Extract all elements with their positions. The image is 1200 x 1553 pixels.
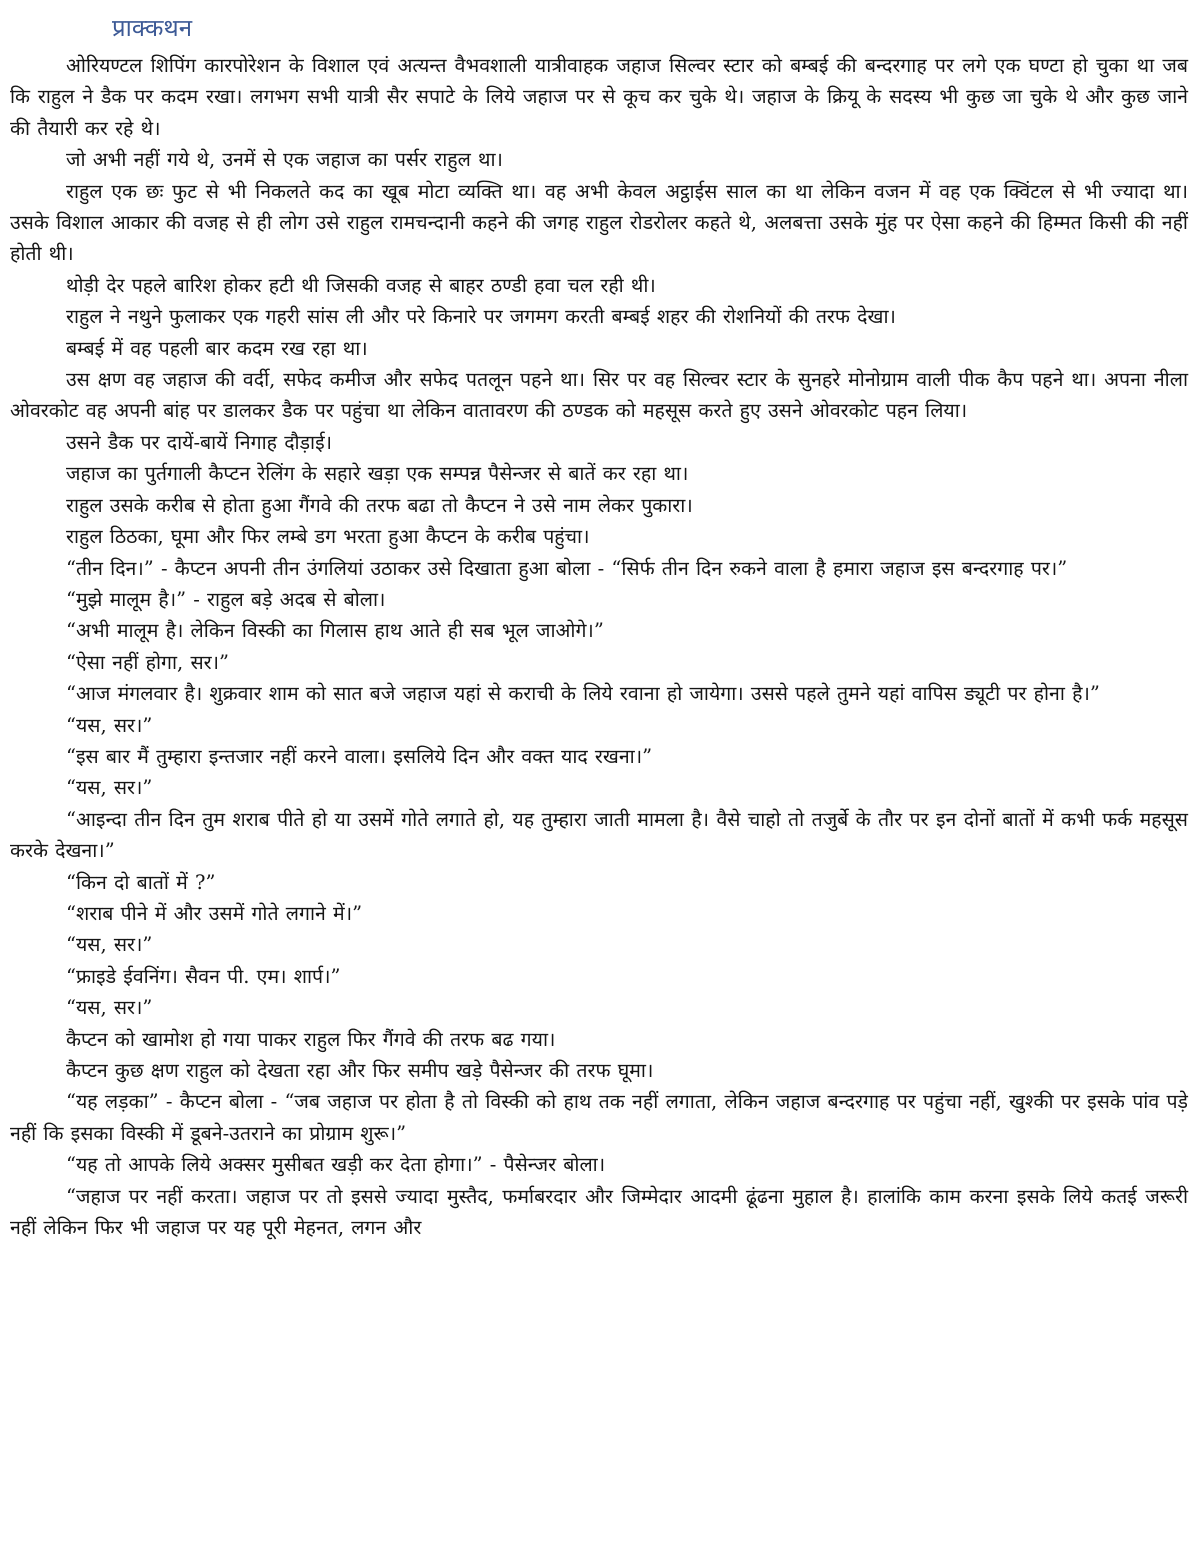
paragraph: “यस, सर।” <box>66 713 153 737</box>
document-body <box>10 50 1188 1243</box>
paragraph: “जहाज पर नहीं करता। जहाज पर तो इससे ज्यादा मुस्तैद, फर्माबरदार और जिम्मेदार आदमी ढूंढना मुहाल है। हालांकि काम करना इसके लिये कतई जरूरी नहीं लेकिन फिर भी जहाज पर यह पूरी मेहनत, लगन और <box>10 1184 1188 1240</box>
paragraph: “इस बार मैं तुम्हारा इन्तजार नहीं करने वाला। इसलिये दिन और वक्त याद रखना।” <box>66 744 653 768</box>
paragraph: “यस, सर।” <box>66 996 153 1020</box>
paragraph: “शराब पीने में और उसमें गोते लगाने में।” <box>66 901 363 925</box>
chapter-heading: प्राक्कथन <box>112 14 193 42</box>
paragraph: जो अभी नहीं गये थे, उनमें से एक जहाज का पर्सर राहुल था। <box>66 148 503 172</box>
paragraph: “आइन्दा तीन दिन तुम शराब पीते हो या उसमें गोते लगाते हो, यह तुम्हारा जाती मामला है। वैसे चाहो तो तजुर्बे के तौर पर इन दोनों बातों में कभी फर्क महसूस करके देखना।” <box>10 807 1188 863</box>
paragraph: राहुल ने नथुने फुलाकर एक गहरी सांस ली और परे किनारे पर जगमग करती बम्बई शहर की रोशनियों की तरफ देखा। <box>66 305 896 329</box>
paragraph: “यस, सर।” <box>66 776 153 800</box>
paragraph: थोड़ी देर पहले बारिश होकर हटी थी जिसकी वजह से बाहर ठण्डी हवा चल रही थी। <box>66 273 656 297</box>
paragraph: जहाज का पुर्तगाली कैप्टन रेलिंग के सहारे खड़ा एक सम्पन्न पैसेन्जर से बातें कर रहा था। <box>66 462 689 486</box>
paragraph: “आज मंगलवार है। शुक्रवार शाम को सात बजे जहाज यहां से कराची के लिये रवाना हो जायेगा। उससे पहले तुमने यहां वापिस ड्यूटी पर होना है।” <box>66 682 1100 706</box>
paragraph: कैप्टन को खामोश हो गया पाकर राहुल फिर गैंगवे की तरफ बढ गया। <box>66 1027 556 1051</box>
paragraph: “यह तो आपके लिये अक्सर मुसीबत खड़ी कर देता होगा।” - पैसेन्जर बोला। <box>66 1153 606 1177</box>
paragraph: उस क्षण वह जहाज की वर्दी, सफेद कमीज और सफेद पतलून पहने था। सिर पर वह सिल्वर स्टार के सुनहरे मोनोग्राम वाली पीक कैप पहने था। अपना नीला ओवरकोट वह अपनी बांह पर डालकर डैक पर पहुंचा था लेकिन वातावरण की ठण्डक को महसूस करते हुए उसने ओवरकोट पहन लिया। <box>10 368 1188 423</box>
paragraph: “किन दो बातों में ?” <box>66 870 216 894</box>
paragraph: कैप्टन कुछ क्षण राहुल को देखता रहा और फिर समीप खड़े पैसेन्जर की तरफ घूमा। <box>66 1059 654 1082</box>
paragraph: ओरियण्टल शिपिंग कारपोरेशन के विशाल एवं अत्यन्त वैभवशाली यात्रीवाहक जहाज सिल्वर स्टार को बम्बई की बन्दरगाह पर लगे एक घण्टा हो चुका था जब कि राहुल ने डैक पर कदम रखा। लगभग सभी यात्री सैर सपाटे के लिये जहाज पर से कूच कर चुके थे। जहाज के क्रियू के सदस्य भी कुछ जा चुके थे और कुछ जाने की तैयारी कर रहे थे। <box>10 54 1188 140</box>
paragraph: उसने डैक पर दायें-बायें निगाह दौड़ाई। <box>66 430 333 454</box>
paragraph: “तीन दिन।” - कैप्टन अपनी तीन उंगलियां उठाकर उसे दिखाता हुआ बोला - “सिर्फ तीन दिन रुकने वाला है हमारा जहाज इस बन्दरगाह पर।” <box>66 556 1068 580</box>
paragraph: “यह लड़का” - कैप्टन बोला - “जब जहाज पर होता है तो विस्की को हाथ तक नहीं लगाता, लेकिन जहाज बन्दरगाह पर पहुंचा नहीं, खुश्की पर इसके पांव पड़े नहीं कि इसका विस्की में डूबने-उतराने का प्रोग्राम शुरू।” <box>10 1090 1188 1145</box>
paragraph: “ऐसा नहीं होगा, सर।” <box>66 650 229 674</box>
paragraph: राहुल ठिठका, घूमा और फिर लम्बे डग भरता हुआ कैप्टन के करीब पहुंचा। <box>66 525 590 549</box>
paragraph: “यस, सर।” <box>66 933 153 957</box>
paragraph: “मुझे मालूम है।” - राहुल बड़े अदब से बोला। <box>66 587 386 611</box>
paragraph: “अभी मालूम है। लेकिन विस्की का गिलास हाथ आते ही सब भूल जाओगे।” <box>66 619 604 643</box>
paragraph: राहुल उसके करीब से होता हुआ गैंगवे की तरफ बढा तो कैप्टन ने उसे नाम लेकर पुकारा। <box>66 493 693 517</box>
paragraph: बम्बई में वह पहली बार कदम रख रहा था। <box>66 336 368 360</box>
paragraph: राहुल एक छः फुट से भी निकलते कद का खूब मोटा व्यक्ति था। वह अभी केवल अट्ठाईस साल का था लेकिन वजन में वह एक क्विंटल से भी ज्यादा था। उसके विशाल आकार की वजह से ही लोग उसे राहुल रामचन्दानी कहने की जगह राहुल रोडरोलर कहते थे, अलबत्ता उसके मुंह पर ऐसा कहने की हिम्मत किसी की नहीं होती थी। <box>10 179 1188 266</box>
paragraph: “फ्राइडे ईवनिंग। सैवन पी. एम। शार्प।” <box>66 964 341 988</box>
